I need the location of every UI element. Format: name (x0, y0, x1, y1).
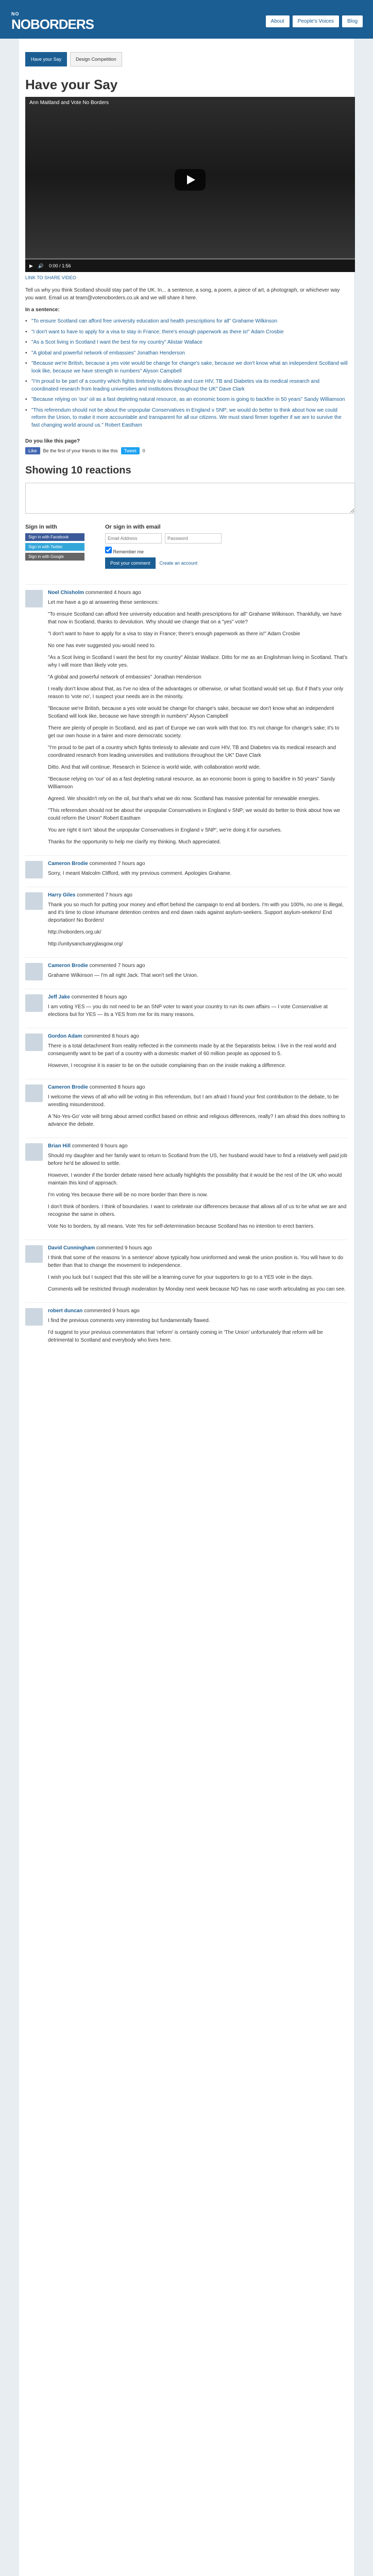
comment-textarea[interactable] (25, 483, 355, 514)
twitter-signin-button[interactable]: Sign in with Twitter (25, 543, 84, 551)
comment-paragraph: "I'm proud to be part of a country which fights tirelessly to alleviate and cure HIV, TB and Diabetes via its medical research and coordinated research from leading universities and institutions throughout the UK" Dave Clark (48, 745, 336, 758)
comment-item (25, 855, 348, 887)
avatar[interactable] (25, 590, 43, 607)
quote-item: • "I don't want to have to apply for a visa to stay in France; there's enough paperwork as there is!" Adam Crosbie (25, 329, 348, 336)
comment-paragraph: I am voting YES — you do not need to be an SNP voter to want your country to run its own affairs — I vote Conservative at elections but for YES — its a YES from me for its many reasons. (48, 1004, 328, 1018)
comment-paragraph: "Because we're British, because a yes vote would be change for change's sake, because we don't know what an independent Scotland will look like, because we have strength in numbers" Alyson Campbell (48, 706, 334, 719)
quote-item: • "A global and powerful network of embassies" Jonathan Henderson (25, 350, 348, 358)
comment-body (48, 892, 348, 952)
comment-author[interactable]: Noel Chisholm (48, 590, 84, 596)
remember-label: Remember me (113, 549, 144, 554)
avatar[interactable] (25, 861, 43, 878)
in-a-sentence-heading: In a sentence: (25, 307, 60, 313)
comment-meta: commented 7 hours ago (77, 892, 132, 898)
google-signin-button[interactable]: Sign in with Google (25, 553, 84, 561)
comment-text (48, 972, 348, 979)
comment-paragraph: Agreed. We shouldn't rely on the oil, but that's what we do now. Scotland has massive potential for renewable energies. (48, 796, 320, 802)
nav-about[interactable]: About (266, 15, 290, 27)
comment-paragraph: "Because relying on 'our' oil as a fast depleting natural resource, as an economic boom is going to backfire in 50 years" Sandy Williamson (48, 776, 335, 790)
quote-item: • "To ensure Scotland can afford free university education and health prescriptions for all" Grahame Wilkinson (25, 318, 348, 326)
volume-icon[interactable]: 🔊 (38, 263, 44, 268)
comment-item (25, 1240, 348, 1302)
comment-meta: commented 8 hours ago (89, 1084, 145, 1090)
comment-author[interactable]: David Cunningham (48, 1245, 95, 1251)
signin-section (25, 524, 348, 569)
comment-text (48, 1042, 348, 1070)
nav-peoples-voices[interactable]: People's Voices (293, 15, 339, 27)
logo-big-text: NOBORDERS (11, 16, 94, 32)
comment-paragraph: Ditto. And that will continue. Research in Science is world wide, with collaboration world wide. (48, 765, 261, 770)
comment-paragraph: http://noborders.org.uk/ (48, 929, 101, 935)
quotes-list (25, 318, 348, 429)
comment-meta: commented 8 hours ago (83, 1033, 139, 1039)
comment-paragraph: I welcome the views of all who will be voting in this referendum, but I am afraid I found your first contribution to the debate, to be wrestling misunderstood. (48, 1094, 339, 1108)
comment-item (25, 584, 348, 855)
comment-paragraph: However, I recognise it is easier to be on the outside complaining than on the inside making a difference. (48, 1063, 286, 1069)
quote-item: • "Because relying on 'our' oil as a fast depleting natural resource, as an economic boom is going to backfire in 50 years" Sandy Williamson (25, 396, 348, 404)
comment-body (48, 1084, 348, 1132)
comment-item (25, 1138, 348, 1240)
comment-author[interactable]: Cameron Brodie (48, 1084, 88, 1090)
email-signin-title: Or sign in with email (105, 524, 161, 530)
avatar[interactable] (25, 994, 43, 1012)
avatar[interactable] (25, 892, 43, 910)
avatar[interactable] (25, 1308, 43, 1326)
tweet-button[interactable]: Tweet (121, 447, 140, 454)
video-title: Ann Maitland and Vote No Borders (29, 100, 109, 106)
avatar[interactable] (25, 1143, 43, 1161)
comment-text (48, 1093, 348, 1128)
comment-meta: commented 7 hours ago (89, 861, 145, 867)
comment-body (48, 963, 348, 984)
comment-meta: commented 9 hours ago (72, 1143, 128, 1149)
comment-item (25, 989, 348, 1028)
facebook-signin-button[interactable]: Sign in with Facebook (25, 533, 84, 541)
nav-blog[interactable]: Blog (342, 15, 363, 27)
comment-author[interactable]: robert duncan (48, 1308, 83, 1314)
comment-header (48, 1084, 348, 1090)
remember-checkbox[interactable] (105, 547, 112, 553)
comment-paragraph: Thanks for the opportunity to help me clarify my thinking. Much appreciated. (48, 839, 221, 845)
comment-body (48, 590, 348, 850)
comment-text (48, 1254, 348, 1293)
comment-header (48, 892, 348, 898)
comment-paragraph: No one has ever suggested you would need to. (48, 643, 156, 649)
create-account-link[interactable]: Create an account (159, 561, 198, 566)
avatar[interactable] (25, 1084, 43, 1102)
comment-paragraph: You are right it isn't 'about the unpopular Conservatives in England v SNP', we're doing it for ourselves. (48, 827, 282, 833)
tweet-count: 0 (142, 448, 145, 453)
comment-text (48, 901, 348, 948)
comment-paragraph: There are plenty of people in Scotland, and as part of Europe we can work with that too. It's not change for change's sake; it's to get our own house in a fairer and more democratic society. (48, 725, 340, 739)
comment-paragraph: I really don't know about that, as I've no idea of the advantages or otherwise, or what Scotland would set up. But if that's your only reason to 'vote no', I suspect your needs are in the minority. (48, 686, 344, 700)
comment-item (25, 1028, 348, 1079)
video-time: 0:00 / 1:56 (49, 263, 71, 268)
play-pause-icon[interactable]: ▶ (29, 263, 33, 268)
comment-paragraph: I wish you luck but I suspect that this site will be a learning curve for your supporters to go to a YES vote in the days. (48, 1275, 313, 1280)
quote-item: • "This referendum should not be about the unpopular Conservatives in England v SNP; we would do better to think about how we could reform the Union, to make it more accountable and transparent for all our citizens. We must stand firmer together if we are to survive the fast changing world around us." Robert Eastham (25, 407, 348, 430)
password-field[interactable] (165, 533, 222, 544)
play-icon[interactable] (175, 169, 206, 191)
top-bar (0, 0, 373, 39)
comment-paragraph: However, I wonder if the border debate raised here actually highlights the possibility that it would be the rest of the UK who would maintain this kind of approach. (48, 1173, 342, 1186)
comment-body (48, 994, 348, 1023)
main-container (19, 39, 354, 2576)
comment-paragraph: "I don't want to have to apply for a visa to stay in France; there's enough paperwork as there is!" Adam Crosbie (48, 631, 300, 637)
page-title: Have your Say (25, 77, 118, 92)
comment-paragraph: Comments will be restricted through moderation by Monday next week because NO has no case worth articulating as you can see. (48, 1286, 346, 1292)
tab-have-your-say[interactable]: Have your Say (25, 52, 67, 66)
facebook-like-button[interactable]: Like (25, 447, 40, 454)
main-nav (266, 15, 363, 27)
comment-paragraph: "As a Scot living in Scotland I want the best for my country" Alistair Wallace. Ditto for me as an Englishman living in Scotland. That's why I will more than likely vote yes. (48, 655, 348, 668)
comment-item (25, 1079, 348, 1138)
comment-paragraph: I don't think of borders. I think of boundaries. I want to celebrate our differences because that allows all of us to be what we are and recognise the same in others. (48, 1204, 347, 1217)
comment-author[interactable]: Cameron Brodie (48, 963, 88, 969)
comment-item (25, 957, 348, 989)
video-player[interactable] (25, 97, 355, 272)
comment-meta: commented 4 hours ago (85, 590, 141, 596)
like-question: Do you like this page? (25, 438, 80, 444)
comment-paragraph: "A global and powerful network of embassies" Jonathan Henderson (48, 674, 201, 680)
facebook-like-text: Be the first of your friends to like this (43, 448, 118, 453)
comment-header (48, 963, 348, 969)
tabs (25, 39, 348, 74)
comment-paragraph: Vote No to borders, by all means. Vote Yes for self-determination because Scotland has no intention to erect barriers. (48, 1224, 315, 1229)
comment-item (25, 1302, 348, 1353)
logo-small-text: NO (11, 11, 20, 16)
comment-author[interactable]: Jeff Jake (48, 994, 70, 1000)
comment-text (48, 599, 348, 846)
comment-paragraph: I'm voting Yes because there will be no more border than there is now. (48, 1192, 208, 1198)
comment-text (48, 1003, 348, 1019)
reactions-title: Showing 10 reactions (25, 465, 131, 476)
avatar[interactable] (25, 963, 43, 980)
comment-body (48, 1245, 348, 1297)
comment-meta: commented 9 hours ago (96, 1245, 152, 1251)
comment-author[interactable]: Brian Hill (48, 1143, 71, 1149)
comment-author[interactable]: Gordon Adam (48, 1033, 82, 1039)
comment-header (48, 1245, 348, 1251)
remember-me[interactable] (105, 547, 222, 554)
comment-paragraph: Let me have a go at answering these sentences: (48, 600, 159, 605)
share-video-link[interactable]: LINK TO SHARE VIDEO (25, 275, 76, 280)
comment-text (48, 1152, 348, 1230)
comment-paragraph: Thank you so much for putting your money and effort behind the campaign to end all borders. I'm with you 100%, no one is illegal, and it's time to close inhumane detention centres and end dawn raids against asylum-seekers. Support asylum-seekers! End deportation! No Borders! (48, 902, 344, 923)
quote-item: • "As a Scot living in Scotland I want the best for my country" Alistair Wallace (25, 339, 348, 347)
comment-body (48, 1033, 348, 1074)
comment-body (48, 861, 348, 882)
comment-header (48, 1308, 348, 1314)
quote-item: • "Because we're British, because a yes vote would be change for change's sake, because we don't know what an independent Scotland will look like, because we have strength in numbers" Alyson Campbell (25, 360, 348, 375)
comments-list (25, 584, 348, 1353)
email-signin (105, 524, 222, 569)
comment-paragraph: http://unitysanctuaryglasgow.org/ (48, 941, 123, 947)
comment-meta: commented 7 hours ago (89, 963, 145, 969)
tab-design-competition[interactable]: Design Competition (70, 52, 122, 66)
comment-header (48, 1143, 348, 1149)
quote-item: • "I'm proud to be part of a country which fights tirelessly to alleviate and cure HIV, TB and Diabetes via its medical research and coordinated research from leading universities and institutions throughout the UK" Dave Clark (25, 378, 348, 393)
comment-meta: commented 9 hours ago (84, 1308, 140, 1314)
comment-paragraph: There is a total detachment from reality reflected in the comments made by at the Separatists below. I live in the real world and consequently want to be part of a country with a domestic market of 60 million people as opposed to 5. (48, 1043, 336, 1057)
comment-author[interactable]: Cameron Brodie (48, 861, 88, 867)
comment-header (48, 1033, 348, 1039)
video-controls (25, 260, 355, 272)
comment-author[interactable]: Harry Giles (48, 892, 76, 898)
post-comment-button[interactable]: Post your comment (105, 557, 156, 569)
logo[interactable] (11, 11, 94, 32)
avatar[interactable] (25, 1245, 43, 1263)
comment-paragraph: Grahame Wilkinson — I'm all right Jack. That won't sell the Union. (48, 973, 198, 978)
comment-header (48, 590, 348, 596)
comment-header (48, 994, 348, 1000)
like-bar (25, 447, 348, 454)
comment-paragraph: Sorry, I meant Malcolm Clifford, with my previous comment. Apologies Grahame. (48, 871, 232, 876)
avatar[interactable] (25, 1033, 43, 1051)
comment-body (48, 1143, 348, 1234)
intro-text: Tell us why you think Scotland should stay part of the UK. In... a sentence, a song, a poem, a piece of art, a photograph, or whichever way you want. Email us at team@votenoborders.co.uk and we will share it here. (25, 287, 340, 301)
comment-header (48, 861, 348, 867)
comment-paragraph: I think that some of the reasons 'in a sentence' above typically how uninformed and weak the union position is. You will have to do better than that to change the movement to independence. (48, 1255, 344, 1268)
comment-text (48, 870, 348, 877)
comment-body (48, 1308, 348, 1348)
comment-paragraph: "This referendum should not be about the unpopular Conservatives in England v SNP; we would do better to think about how we could reform the Union" Robert Eastham (48, 808, 341, 821)
comment-paragraph: "To ensure Scotland can afford free university education and health prescriptions for all" Grahame Wilkinson. Thankfully, we have that now in Scotland, thanks to devolution. Why should we change that on a "yes" vote? (48, 612, 342, 625)
comment-paragraph: A 'No-Yes-Go' vote will bring about armed conflict based on ethnic and religious differences, really? I am afraid this does nothing to advance the debate. (48, 1114, 345, 1127)
signin-title: Sign in with (25, 524, 57, 530)
comment-paragraph: I'd suggest to your previous commentators that 'reform' is certainly coming in 'The Union' unfortunately that reform will be detrimental to Scotland and everybody who lives here. (48, 1330, 323, 1343)
comment-meta: commented 8 hours ago (71, 994, 127, 1000)
email-field[interactable] (105, 533, 162, 544)
comment-paragraph: Should my daughter and her family want to return to Scotland from the US, her husband would have to find a relatively well paid job before he'd be allowed to settle. (48, 1153, 347, 1166)
comment-item (25, 887, 348, 957)
comment-text (48, 1317, 348, 1344)
comment-paragraph: I find the previous comments very interesting but fundamentally flawed. (48, 1318, 210, 1324)
social-signin (25, 524, 84, 569)
